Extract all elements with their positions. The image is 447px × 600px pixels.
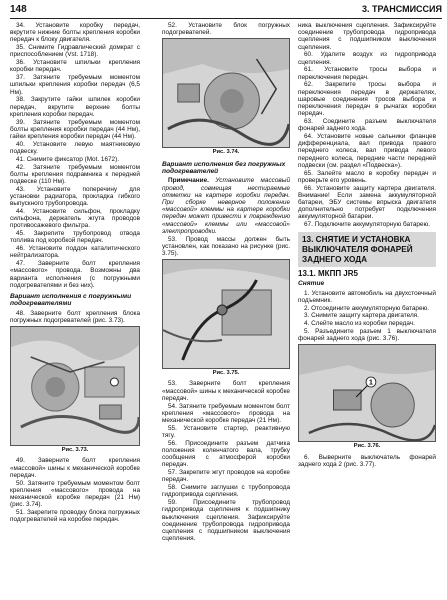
ground-wire-photo — [163, 260, 289, 368]
paragraph: 51. Закрепите проводку блока погружных подогревателей на коробке передач. — [10, 509, 140, 524]
paragraph: 42. Затяните требуемым моментом болты крепления подрамника к передней подвеске (110 Нм). — [10, 163, 140, 186]
switch-photo — [299, 345, 435, 441]
paragraph: 63. Соедините разъем выключателя фонарей заднего хода. — [298, 118, 436, 133]
paragraph: 57. Закрепите жгут проводов на коробке передач. — [162, 469, 290, 484]
variant-heading: Вариант исполнения без погружных подогревателей — [162, 160, 286, 176]
section-heading-box — [298, 232, 436, 267]
section-title: 3. ТРАНСМИССИЯ — [362, 4, 442, 14]
paragraph: 40. Установите левую маятниковую подвеску. — [10, 140, 140, 156]
column-middle — [162, 22, 290, 594]
figure-caption: Рис. 3.76. — [353, 443, 381, 450]
paragraph: 44. Установите сильфон, прокладку сильфона, держатель жгута проводов противосажевого фильтра. — [10, 208, 140, 230]
paragraph: 50. Затяните требуемым моментом болт крепления «массового» провода на механической коробке передач (21 Нм) (рис. 3.74). — [10, 479, 140, 509]
callout-label: 1 — [369, 379, 373, 387]
variant-heading: Вариант исполнения с погружными подогревателями — [10, 293, 132, 308]
paragraph: 61. Установите тросы выбора и переключения передач. — [298, 66, 436, 81]
paragraph: 6. Выверните выключатель фонарей заднего хода 2 (рис. 3.77). — [298, 453, 436, 468]
page-header — [10, 4, 442, 18]
paragraph: 64. Установите новые сальники фланцев дифференциала, вал привода правого переднего колеса, вал привода левого переднего колеса, передние части передней подвески (см. раздел «Подвеска»). — [298, 133, 436, 169]
paragraph: 47. Заверните болт крепления «массового» провода. Возможны два варианта исполнения (с погружными подогревателями и без них). — [10, 260, 140, 289]
paragraph: 53. Заверните болт крепления «массовой» шины к механической коробке передач. — [162, 380, 290, 402]
paragraph: 59. Присоедините трубопровод гидропривода сцепления к подшипнику выключения сцепления. Зафиксируйте соединение трубопровода гидропривода сцепления с подшипником выключения сцепления. — [162, 499, 290, 543]
paragraph: 66. Установите защиту картера двигателя. Внимание! Если замена аккумуляторной батареи, ЭБУ системы впрыска двигателя дополнительно потребует подключения аккумуляторной батареи. — [298, 184, 436, 221]
paragraph: 46. Установите поддон каталитического нейтрализатора. — [10, 245, 140, 260]
paragraph: 58. Снимите заглушки с трубопровода гидропривода сцепления. — [162, 484, 290, 499]
page-number: 148 — [10, 4, 27, 15]
figure-3-75 — [162, 259, 290, 369]
note-text: Установите массовый провод, совмещая нестираемые отметки на картере коробки передач. При сборке неверное положение «массовой» клеммы на картере коробки передач может привести к повреждению «массовой» клеммы или «массовой» электропроводки. — [162, 177, 290, 235]
paragraph: ника выключения сцепления. Зафиксируйте соединение трубопровода гидропривода сцепления с подшипником выключения сцепления. — [298, 22, 436, 51]
column-left — [10, 22, 140, 594]
paragraph: 56. Присоедините разъем датчика положения коленчатого вала, трубку сообщения с атмосферой коробки передач. — [162, 439, 290, 469]
paragraph: 60. Удалите воздух из гидропривода сцепления. — [298, 51, 436, 66]
figure-caption: Рис. 3.75. — [212, 370, 240, 377]
figure-3-74 — [162, 38, 290, 148]
note-paragraph — [162, 177, 290, 235]
figure-caption: Рис. 3.73. — [61, 447, 89, 454]
paragraph: 4. Слейте масло из коробки передач. — [304, 320, 415, 328]
paragraph: 65. Залейте масло в коробку передач и проверьте его уровень. — [298, 169, 436, 184]
removal-heading: Снятие — [298, 280, 325, 288]
paragraph: 38. Закрутите гайки шпилек коробки передач, вкрутите верхние болты крепления коробки передач. — [10, 96, 140, 118]
gearbox-photo — [163, 39, 289, 147]
paragraph: 55. Установите стартер, реактивную тягу. — [162, 424, 290, 440]
paragraph: 36. Установите шпильки крепления коробки передач. — [10, 59, 140, 74]
engine-photo — [11, 327, 139, 445]
sub-heading: 13.1. МКПП JR5 — [298, 269, 358, 279]
paragraph: 37. Затяните требуемым моментом шпильки крепления коробки передач (6,5 Нм). — [10, 74, 140, 96]
paragraph: 2. Отсоедините аккумуляторную батарею. — [304, 304, 430, 312]
note-label: Примечание. — [168, 177, 209, 185]
paragraph: 3. Снимите защиту картера двигателя. — [304, 312, 419, 320]
paragraph: 39. Затяните требуемым моментом болты крепления коробки передач (44 Нм), гайки крепления коробки передач (44 Нм). — [10, 118, 140, 141]
paragraph: 34. Установите коробку передач, вкрутите нижние болты крепления коробки передач к блоку двигателя. — [10, 22, 140, 44]
paragraph: 49. Заверните болт крепления «массовой» шины к механической коробке передач. — [10, 457, 140, 479]
figure-3-73 — [10, 326, 140, 446]
paragraph: 41. Снимите фиксатор (Mot. 1672). — [16, 155, 120, 163]
section-heading: 13. СНЯТИЕ И УСТАНОВКА ВЫКЛЮЧАТЕЛЯ ФОНАРЕЙ ЗАДНЕГО ХОДА — [302, 235, 413, 264]
header-rule — [10, 18, 442, 19]
figure-3-76 — [298, 344, 436, 442]
paragraph: 54. Затяните требуемым моментом болт крепления «массового» провода на механической коробке передач (21 Нм). — [162, 402, 290, 425]
paragraph: 53. Провод массы должен быть установлен, как показано на рисунке (рис. 3.75). — [162, 235, 290, 258]
paragraph: 1. Установите автомобиль на двухстоечный подъемник. — [298, 289, 436, 304]
paragraph: 5. Разъедините разъем 1 выключателя фонарей заднего хода (рис. 3.76). — [298, 328, 436, 343]
figure-caption: Рис. 3.74. — [212, 149, 240, 156]
paragraph: 43. Установите поперечину для установки радиатора, прокладка гибкого выпускного трубопровода. — [10, 185, 140, 208]
paragraph: 35. Снимите Гидравлический домкрат с приспособлением (Vst. 1718). — [10, 44, 140, 59]
paragraph: 45. Закрепите трубопровод отвода топлива под коробкой передач. — [10, 230, 140, 245]
column-right — [298, 22, 436, 594]
paragraph: 62. Закрепите тросы выбора и переключения передач в держателях, шаровые соединения тросов выбора и переключения передач в рычагах коробки передач. — [298, 81, 436, 118]
paragraph: 52. Установите блок погружных подогревателей. — [162, 22, 290, 37]
paragraph: 48. Заверните болт крепления блока погружных подогревателей (рис. 3.73). — [10, 309, 140, 325]
paragraph: 67. Подключите аккумуляторную батарею. — [304, 221, 431, 229]
